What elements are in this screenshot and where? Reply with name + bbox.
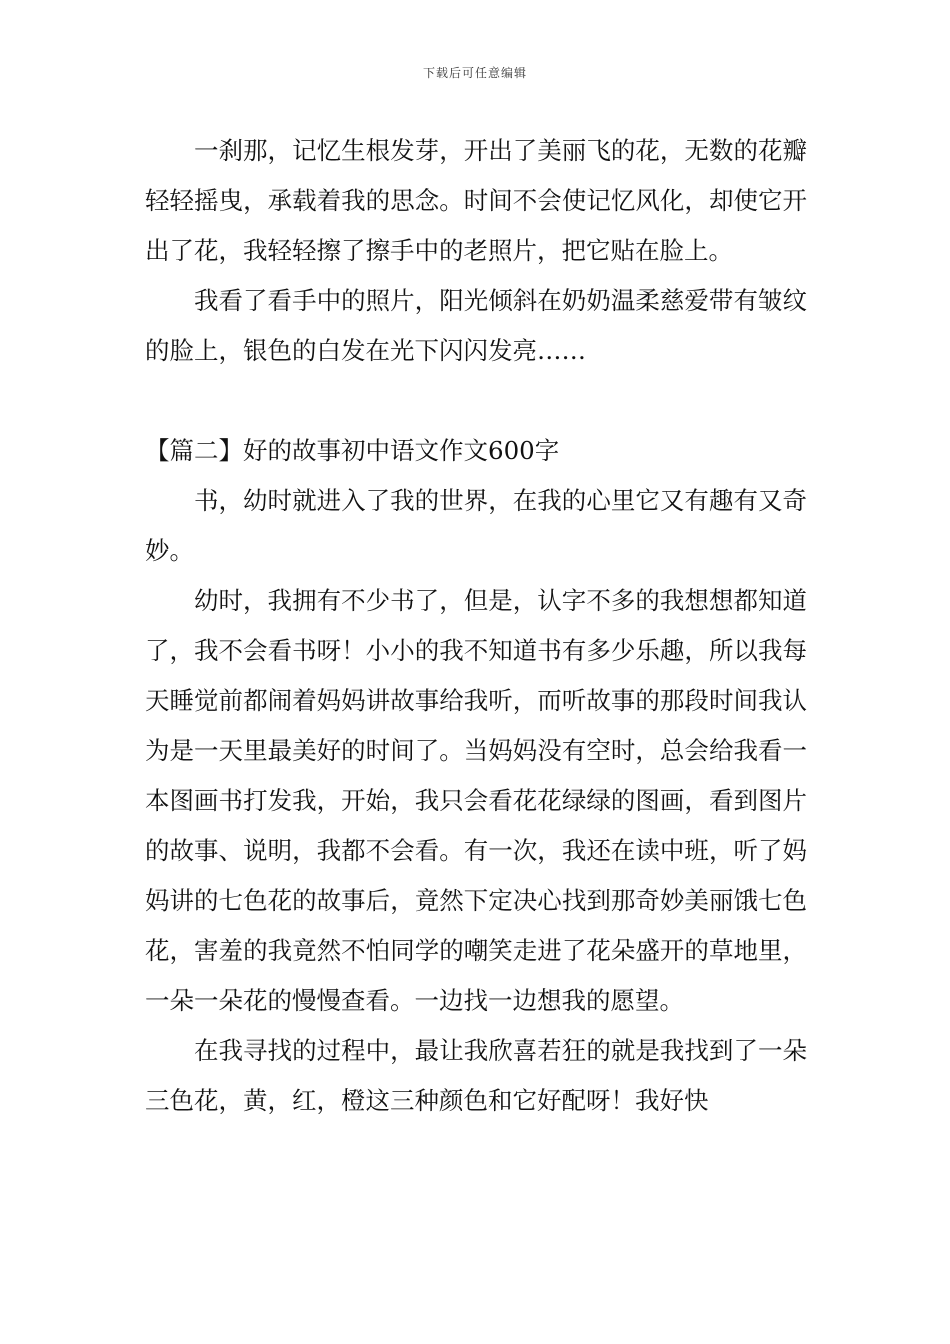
paragraph-memory: 一刹那，记忆生根发芽，开出了美丽飞的花，无数的花瓣轻轻摇曳，承载着我的思念。时间不会使记忆风化，却使它开出了花，我轻轻擦了擦手中的老照片，把它贴在脸上。 — [145, 136, 807, 265]
section-title: 【篇二】好的故事初中语文作文600字 — [145, 436, 560, 465]
section-spacer — [145, 376, 807, 426]
paragraph-photo: 我看了看手中的照片，阳光倾斜在奶奶温柔慈爱带有皱纹的脸上，银色的白发在光下闪闪发亮…… — [145, 286, 807, 365]
page-header-note: 下载后可任意编辑 — [422, 66, 527, 80]
paragraph-books-intro: 书，幼时就进入了我的世界，在我的心里它又有趣有又奇妙。 — [145, 486, 807, 565]
document-body — [145, 126, 807, 1126]
paragraph-childhood: 幼时，我拥有不少书了，但是，认字不多的我想想都知道了，我不会看书呀！小小的我不知道书有多少乐趣，所以我每天睡觉前都闹着妈妈讲故事给我听，而听故事的那段时间我认为是一天里最美好的时间了。当妈妈没有空时，总会给我看一本图画书打发我，开始，我只会看花花绿绿的图画，看到图片的故事、说明，我都不会看。有一次，我还在读中班，听了妈妈讲的七色花的故事后，竟然下定决心找到那奇妙美丽饿七色花，害羞的我竟然不怕同学的嘲笑走进了花朵盛开的草地里，一朵一朵花的慢慢查看。一边找一边想我的愿望。 — [145, 586, 807, 1015]
paragraph-search: 在我寻找的过程中，最让我欣喜若狂的就是我找到了一朵三色花，黄，红，橙这三种颜色和它好配呀！我好快 — [145, 1036, 807, 1115]
